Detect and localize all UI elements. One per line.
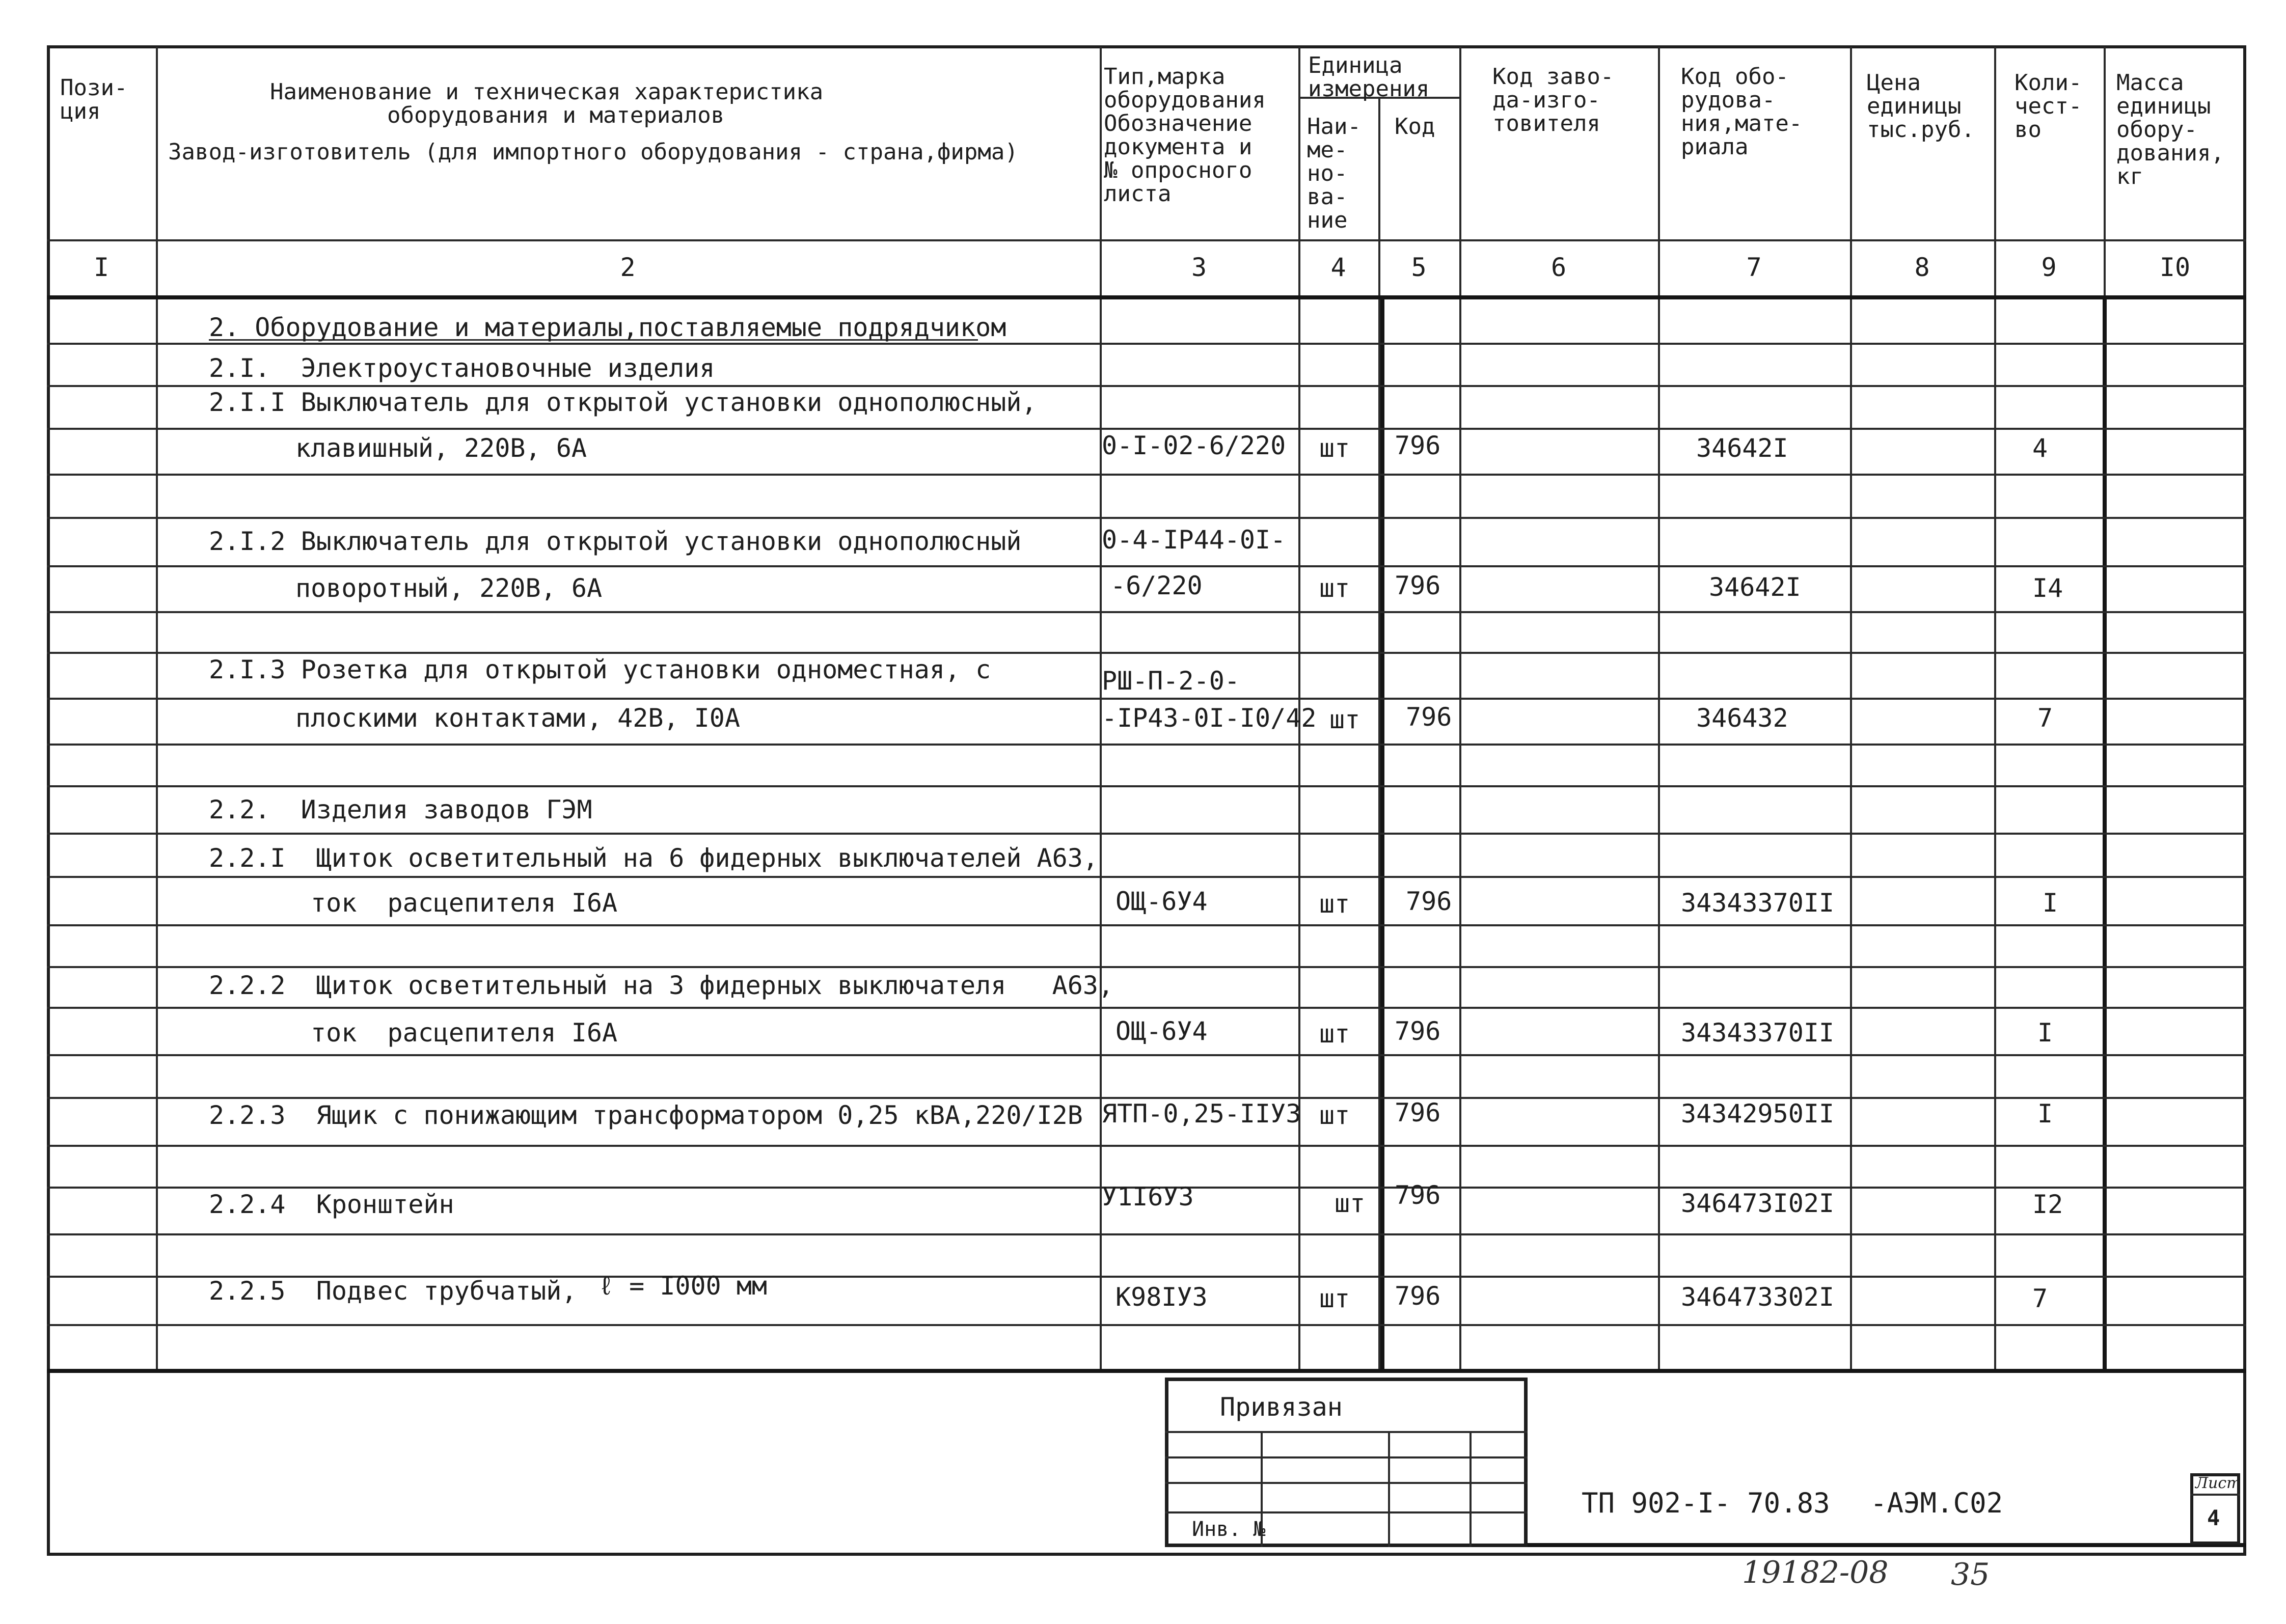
item-type: ОЩ-6У4 [1115,887,1208,916]
item-material-code: 346432 [1696,703,1788,733]
item-quantity: I [2037,1018,2053,1048]
header-factory-code: Код заво- да-изго- товителя [1492,64,1614,136]
header-bottom-line [47,239,2246,241]
item-material-code: 34342950II [1681,1099,1835,1128]
item-unit-code: 796 [1395,571,1441,600]
item-unit: шт [1319,1284,1350,1313]
item-name: 2.2.5 Подвес трубчатый, [209,1276,577,1306]
stamp-line [1165,1482,1528,1484]
subsection-title: 2.2. Изделия заводов ГЭМ [209,795,592,824]
row-line [47,785,2246,787]
item-material-code: 34642I [1709,572,1801,602]
item-name: 2.I.I Выключатель для открытой установки однополюсный, [209,388,1037,417]
item-name-cont: поворотный, 220В, 6А [295,573,603,603]
colnum-3: 3 [1191,253,1207,282]
item-length: ℓ = I000 мм [598,1271,768,1301]
item-name: 2.I.2 Выключатель для открытой установки однополюсный [209,527,1022,556]
col-divider-8 [1994,47,1996,1371]
item-material-code: 34642I [1696,433,1788,463]
row-line [47,966,2246,968]
header-name-line1: Наименование и техническая характеристика [270,79,824,105]
sheet-number-divider [2190,1494,2240,1496]
archive-number: 19182-08 [1742,1555,1889,1590]
doc-code: ТП 902-I- 70.83 [1582,1487,1830,1519]
row-line [47,833,2246,835]
item-unit: шт [1319,889,1350,919]
item-material-code: 346473302I [1681,1282,1835,1312]
item-type: 0-I-02-6/220 [1102,431,1286,460]
item-unit: шт [1319,1019,1350,1049]
row-line [47,611,2246,613]
row-line [47,385,2246,387]
header-name-line3: Завод-изготовитель (для импортного оборудования - страна,фирма) [168,139,1018,165]
item-quantity: I [2037,1099,2053,1128]
item-name-cont: плоскими контактами, 42В, I0А [295,703,740,733]
item-quantity: I [2043,888,2058,918]
header-unit-code: Код [1395,114,1435,140]
col-divider-1 [156,47,158,1371]
sheet-label: Лист [2195,1474,2241,1492]
sheet-number: 4 [2207,1505,2220,1530]
item-material-code: 34343370II [1681,1018,1835,1048]
item-unit: шт [1329,705,1360,734]
row-line [47,474,2246,476]
colnum-4: 4 [1330,253,1346,282]
stamp-line [1165,1456,1528,1458]
header-unit-price: Цена единицы тыс.руб. [1867,70,1975,143]
row-line [47,565,2246,567]
row-line [47,517,2246,519]
colnum-5: 5 [1411,253,1427,282]
page-number: 35 [1951,1557,1990,1592]
item-unit-code: 796 [1395,1180,1441,1210]
item-name: 2.I.3 Розетка для открытой установки одноместная, с [209,655,991,684]
stamp-vline [1388,1431,1390,1547]
colnum-6: 6 [1550,253,1567,282]
item-name: 2.2.4 Кронштейн [209,1190,454,1219]
col-divider-5 [1459,47,1461,1371]
item-unit-code: 796 [1406,887,1452,916]
item-unit: шт [1319,1100,1350,1130]
item-unit-code: 796 [1395,431,1441,460]
row-line [47,698,2246,700]
item-type: 0-4-IP44-0I- [1102,525,1286,555]
stamp-line [1165,1431,1528,1433]
row-line [47,924,2246,926]
item-unit: шт [1335,1189,1366,1218]
header-name-line2: оборудования и материалов [387,102,725,128]
header-material-code: Код обо- рудова- ния,мате- риала [1681,64,1803,160]
header-unit-group: Единица измерения [1308,52,1430,102]
item-quantity: I2 [2032,1190,2063,1219]
item-unit: шт [1319,433,1350,463]
row-line [47,876,2246,878]
colnum-10: I0 [2159,253,2191,282]
item-quantity: I4 [2032,573,2063,603]
item-name: 2.2.I Щиток осветительный на 6 фидерных выключателей А63, [209,843,1098,873]
colnum-bottom-line [47,295,2246,299]
item-name: 2.2.3 Ящик с понижающим трансформатором 0,25 кВА,220/I2В [209,1100,1083,1130]
item-type: -IP43-0I-I0/42 [1102,703,1317,733]
stamp-line [1165,1511,1528,1513]
item-unit-code: 796 [1395,1016,1441,1046]
stamp-privyazan: Привязан [1220,1392,1343,1422]
item-name-cont: клавишный, 220В, 6А [295,433,587,463]
item-unit-code: 796 [1406,702,1452,732]
item-type: У1І6У3 [1102,1182,1194,1212]
doc-suffix: -АЭМ.С02 [1870,1487,2003,1519]
header-unit-name: Наи- ме- но- ва- ние [1307,114,1361,233]
row-line [47,1054,2246,1056]
row-line [47,1145,2246,1147]
item-name: 2.2.2 Щиток осветительный на 3 фидерных выключателя А63, [209,971,1114,1000]
row-line [47,1324,2246,1326]
stamp-inventory-label: Инв. № [1192,1518,1266,1541]
item-type: ОЩ-6У4 [1115,1016,1208,1046]
header-type: Тип,марка оборудования Обозначение документа и № опросного листа [1104,64,1266,207]
section-title: 2. Оборудование и материалы,поставляемые подрядчиком [209,313,1006,342]
row-line [47,1233,2246,1235]
item-type: -6/220 [1110,571,1203,600]
item-name-cont: ток расцепителя I6А [311,888,618,918]
subsection-title: 2.I. Электроустановочные изделия [209,353,715,383]
item-type: ЯТП-0,25-IIУЗ [1102,1099,1301,1128]
header-unit-mass: Масса единицы обору- дования, кг [2116,70,2224,189]
header-position: Пози- ция [60,75,128,124]
stamp-vline [1469,1431,1472,1547]
item-name-cont: ток расцепителя I6А [311,1018,618,1048]
item-unit-code: 796 [1395,1098,1441,1127]
col-divider-6 [1658,47,1660,1371]
item-quantity: 7 [2037,703,2053,733]
stamp-bottom-line [1528,1543,2246,1547]
row-line [47,652,2246,654]
row-line [47,343,2246,345]
table-bottom-line [47,1369,2246,1373]
item-unit-code: 796 [1395,1281,1441,1311]
colnum-8: 8 [1914,253,1930,282]
header-quantity: Коли- чест- во [2015,70,2082,143]
item-quantity: 7 [2032,1284,2048,1313]
row-line [47,1007,2246,1009]
item-type: К98IУ3 [1115,1282,1208,1312]
item-material-code: 346473I02I [1681,1189,1835,1218]
colnum-7: 7 [1746,253,1762,282]
row-line [47,428,2246,430]
colnum-9: 9 [2041,253,2057,282]
colnum-2: 2 [620,253,636,282]
col-divider-7 [1850,47,1852,1371]
item-type: РШ-П-2-0- [1102,666,1240,696]
item-quantity: 4 [2032,433,2048,463]
item-unit: шт [1319,573,1350,603]
row-line [47,744,2246,746]
colnum-1: I [93,253,110,282]
item-material-code: 34343370II [1681,888,1835,918]
